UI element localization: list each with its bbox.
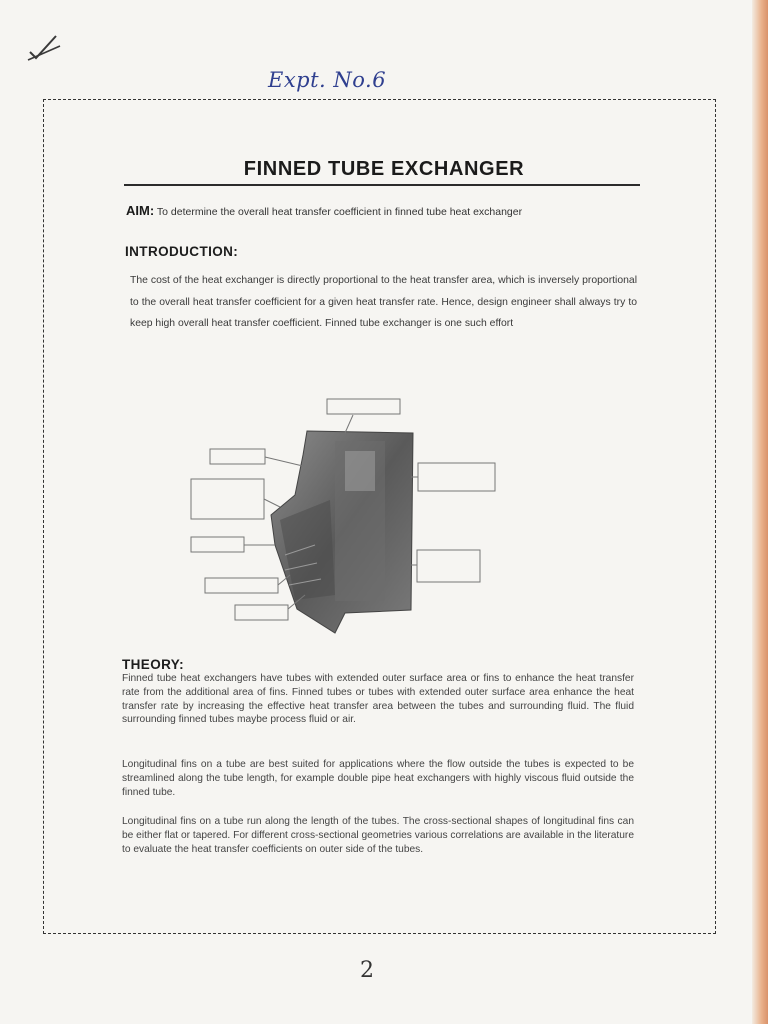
theory-paragraph-1: Finned tube heat exchangers have tubes with extended outer surface area or fins to enhance the heat transfer rate from the additional area of fins. Finned tubes or tubes with extended outer surface area enhance the heat transfer rate by increasing the effective heat transfer area between the tubes and surrounding fluid. The fluid surrounding finned tubes maybe process fluid or air.	[122, 673, 634, 726]
introduction-text: The cost of the heat exchanger is directly proportional to the heat transfer area, which is inversely proportional to the overall heat transfer coefficient for a given heat transfer rate. Hence, design engineer shall always try to keep high overall heat transfer coefficient. Finned tube exchanger is one such effort	[130, 275, 637, 330]
aim-label: AIM:	[126, 203, 155, 218]
theory-paragraph-3: Longitudinal fins on a tube run along the length of the tubes. The cross-sectional shapes of longitudinal fins can be either flat or tapered. For different cross-sectional geometries various correlations are available in the literature to evaluate the heat transfer coefficients on outer side of the tubes.	[122, 816, 634, 855]
experiment-number: Expt. No.6	[268, 68, 387, 92]
checkmark-icon	[26, 30, 66, 64]
aim-text: To determine the overall heat transfer coefficient in finned tube heat exchanger	[156, 206, 523, 218]
exchanger-photo-diagram	[185, 395, 505, 640]
page-title: FINNED TUBE EXCHANGER	[243, 158, 525, 180]
theory-heading: THEORY:	[122, 657, 185, 672]
title-underline	[124, 184, 640, 186]
introduction-heading: INTRODUCTION:	[125, 244, 239, 259]
theory-paragraph-2: Longitudinal fins on a tube are best suited for applications where the flow outside the tubes is expected to be streamlined along the tube length, for example double pipe heat exchangers with highly viscous fluid outside the finned tube.	[122, 759, 634, 798]
page-edge	[752, 0, 768, 1024]
aim-line	[126, 203, 522, 218]
page-number: 2	[360, 958, 374, 983]
